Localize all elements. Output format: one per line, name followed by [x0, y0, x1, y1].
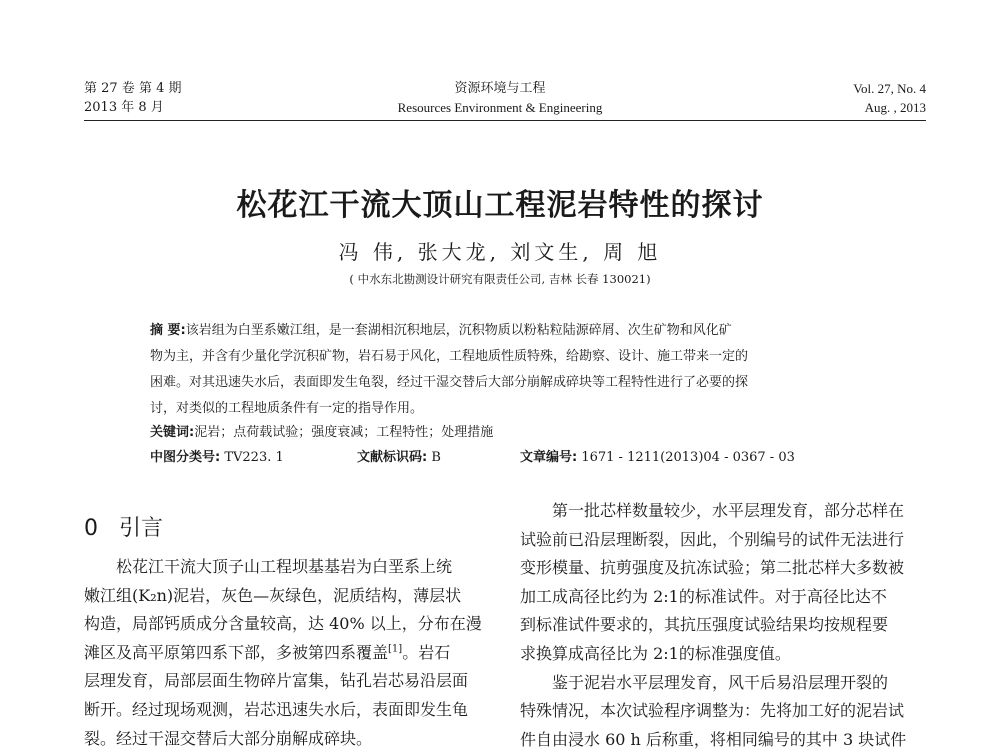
- text-line: 件自由浸水 60 h 后称重，将相同编号的其中 3 块试件: [520, 729, 907, 749]
- section-number: 0: [84, 516, 98, 541]
- text-line: 断开。经过现场观测，岩芯迅速失水后，表面即发生龟: [84, 699, 469, 719]
- journal-name-en: Resources Environment & Engineering: [397, 100, 603, 115]
- volume-issue-cn: 第 27 卷 第 4 期: [84, 81, 182, 96]
- journal-name-cn: 资源环境与工程: [454, 81, 546, 96]
- abstract-line: 讨，对类似的工程地质条件有一定的指导作用。: [150, 401, 424, 416]
- document-code: 文献标识码: B: [357, 450, 441, 465]
- text-line: 特殊情况，本次试验程序调整为：先将加工好的泥岩试: [520, 701, 905, 721]
- keywords-label: 关键词:: [150, 425, 195, 440]
- right-column-text: [520, 497, 930, 754]
- text-line: 到标准试件要求的，其抗压强度试验结果均按规程要: [520, 615, 889, 635]
- text-line: 构造，局部钙质成分含量较高，达 40% 以上，分布在漫: [84, 614, 482, 634]
- text-line: 滩区及高平原第四系下部，多被第四系覆盖[1]。岩石: [84, 642, 451, 662]
- date-en: Aug. , 2013: [864, 100, 926, 115]
- text-line: 加工成高径比约为 2:1的标准试件。对于高径比达不: [520, 586, 887, 606]
- left-column-text: [84, 553, 494, 753]
- abstract-label: 摘 要:: [150, 323, 186, 338]
- volume-issue-en: Vol. 27, No. 4: [853, 81, 926, 96]
- abstract: [150, 318, 855, 422]
- citation: [1]: [388, 643, 403, 655]
- section-heading: [84, 511, 163, 542]
- affiliation: ( 中水东北勘测设计研究有限责任公司, 吉林 长春 130021): [349, 272, 651, 286]
- text-line: 裂。经过干湿交替后大部分崩解成碎块。: [84, 728, 373, 748]
- text-line: 松花江干流大顶子山工程坝基基岩为白垩系上统: [84, 557, 453, 576]
- date-cn: 2013 年 8 月: [84, 100, 164, 115]
- text-line: 试验前已沿层理断裂，因此，个别编号的试件无法进行: [520, 529, 905, 549]
- text-line: 嫩江组(K₂n)泥岩，灰色—灰绿色，泥质结构，薄层状: [84, 585, 462, 605]
- text-line: 鉴于泥岩水平层理发育，风干后易沿层理开裂的: [520, 672, 889, 692]
- header-rule: [84, 120, 926, 121]
- keywords-text: 泥岩；点荷载试验；强度衰减；工程特性；处理措施: [194, 425, 494, 440]
- abstract-line: 摘 要:该岩组为白垩系嫩江组，是一套湖相沉积地层，沉积物质以粉粘粒陆源碎屑、次生矿物和风化矿: [150, 323, 732, 338]
- authors: 冯 伟, 张大龙, 刘文生, 周 旭: [338, 240, 662, 264]
- paper-title: 松花江干流大顶山工程泥岩特性的探讨: [236, 188, 764, 223]
- classification-number: 中图分类号: TV223. 1: [150, 450, 284, 465]
- text-line: 变形模量、抗剪强度及抗冻试验；第二批芯样大多数被: [520, 558, 905, 578]
- article-number: 文章编号: 1671 - 1211(2013)04 - 0367 - 03: [520, 450, 795, 465]
- text-line: 第一批芯样数量较少，水平层理发育，部分芯样在: [520, 501, 905, 520]
- keywords: [150, 421, 493, 440]
- text-line: 层理发育，局部层面生物碎片富集，钻孔岩芯易沿层面: [84, 671, 469, 691]
- section-title: 引言: [118, 516, 163, 541]
- abstract-line: 物为主，并含有少量化学沉积矿物，岩石易于风化，工程地质性质特殊，给勘察、设计、施工带来一定的: [150, 349, 749, 364]
- text-line: 求换算成高径比为 2:1的标准强度值。: [520, 643, 791, 663]
- abstract-line: 困难。对其迅速失水后，表面即发生龟裂，经过干湿交替后大部分崩解成碎块等工程特性进行了必要的探: [150, 375, 749, 390]
